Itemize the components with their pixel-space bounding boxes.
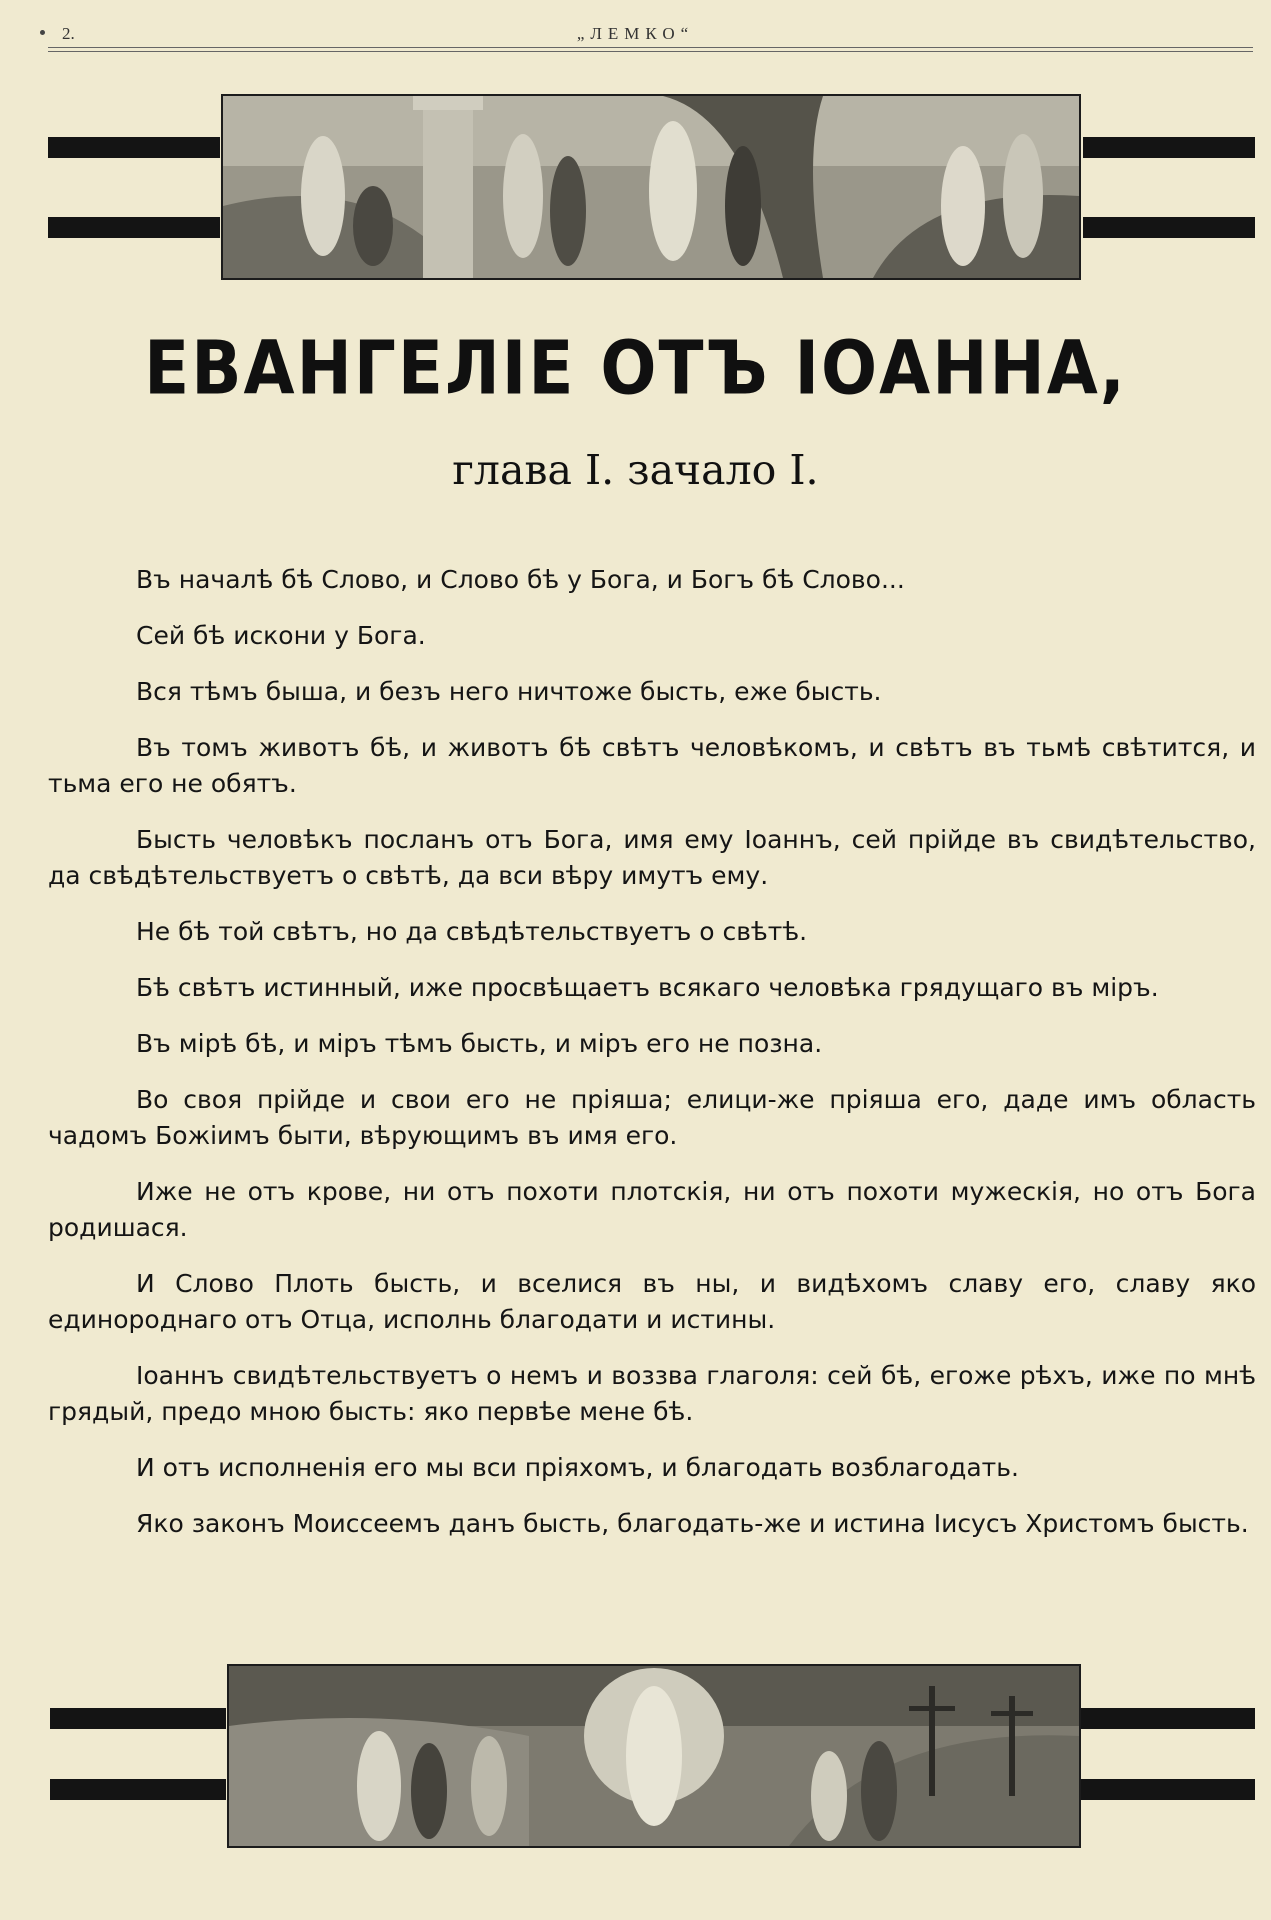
bottom-right-bar-lower [1081,1779,1255,1800]
top-right-bar-upper [1083,137,1255,158]
top-left-bar-lower [48,217,220,238]
bottom-left-bar-upper [50,1708,226,1729]
header-rule [48,47,1253,52]
verse-paragraph: Яко законъ Моиссеемъ данъ бысть, благодать-же и истина Іисусъ Христомъ бысть. [136,1509,1249,1538]
verse-paragraph: Не бѣ той свѣтъ, но да свѣдѣтельствуетъ о свѣтѣ. [136,917,808,946]
top-right-bar-lower [1083,217,1255,238]
verse-paragraph: Въ томъ животъ бѣ, и животъ бѣ свѣтъ человѣкомъ, и свѣтъ въ тьмѣ свѣтится, и тьма его не обятъ. [48,733,1256,798]
page-title: ЕВАНГЕЛІЕ ОТЪ ІОАННА, [144,325,1127,412]
page-number: 2. [62,24,75,43]
verse-paragraph: Бысть человѣкъ посланъ отъ Бога, имя ему Іоаннъ, сей прійде въ свидѣтельство, да свѣдѣтельствуетъ о свѣтѣ, да вси вѣру имутъ ему. [48,825,1256,890]
verse-paragraph: Въ началѣ бѣ Слово, и Слово бѣ у Бога, и Богъ бѣ Слово... [136,565,905,594]
gospel-text [48,562,1256,1562]
top-illustration [221,94,1081,280]
chapter-heading: глава I. зачало I. [452,446,819,494]
top-left-bar-upper [48,137,220,158]
bottom-illustration [227,1664,1081,1848]
verse-paragraph: Іоаннъ свидѣтельствуетъ о немъ и воззва глаголя: сей бѣ, егоже рѣхъ, иже по мнѣ грядый, предо мною бысть: яко первѣе мене бѣ. [48,1361,1256,1426]
verse-paragraph: И Слово Плоть бысть, и вселися въ ны, и видѣхомъ славу его, славу яко единороднаго отъ Отца, исполнь благодати и истины. [48,1269,1256,1334]
verse-paragraph: Иже не отъ крове, ни отъ похоти плотскія, ни отъ похоти мужескія, но отъ Бога родишася. [48,1177,1256,1242]
verse-paragraph: Во своя прійде и свои его не пріяша; елици-же пріяша его, даде имъ область чадомъ Божіимъ быти, вѣрующимъ въ имя его. [48,1085,1256,1150]
verse-paragraph: Сей бѣ искони у Бога. [136,621,426,650]
verse-paragraph: Вся тѣмъ быша, и безъ него ничтоже бысть, еже бысть. [136,677,882,706]
verse-paragraph: Бѣ свѣтъ истинный, иже просвѣщаетъ всякаго человѣка грядущаго въ міръ. [136,973,1159,1002]
running-title: „ЛЕМКО“ [576,24,695,43]
verse-paragraph: Въ мірѣ бѣ, и міръ тѣмъ бысть, и міръ его не позна. [136,1029,823,1058]
bottom-left-bar-lower [50,1779,226,1800]
verse-paragraph: И отъ исполненія его мы вси пріяхомъ, и благодать возблагодать. [136,1453,1019,1482]
bottom-right-bar-upper [1081,1708,1255,1729]
